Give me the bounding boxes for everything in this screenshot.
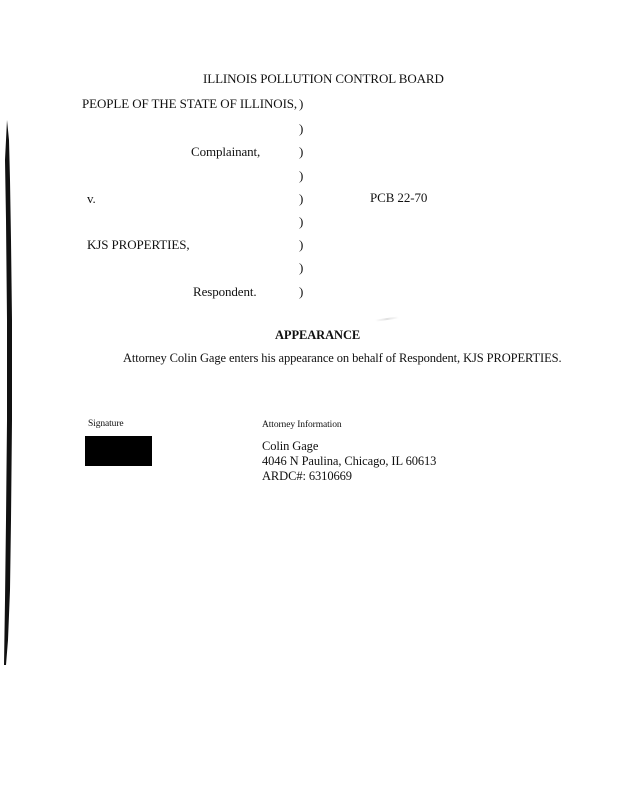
caption-bracket: ) [299,284,304,299]
caption-bracket: ) [299,237,304,252]
board-title: ILLINOIS POLLUTION CONTROL BOARD [203,71,444,86]
caption-bracket: ) [299,168,304,183]
caption-bracket: ) [299,260,304,275]
versus-label: v. [87,191,96,206]
attorney-name: Colin Gage [262,439,319,453]
redacted-signature [85,436,152,466]
attorney-info-label: Attorney Information [262,420,342,430]
scan-smudge [375,316,399,321]
caption-bracket: ) [299,214,304,229]
complainant-label: Complainant, [191,144,261,159]
signature-label: Signature [88,419,124,429]
caption-bracket: ) [299,191,304,206]
respondent-label: Respondent. [193,284,257,299]
caption-bracket: ) [299,121,304,136]
scan-edge-artifact [4,120,13,665]
appearance-body: Attorney Colin Gage enters his appearance on behalf of Respondent, KJS PROPERTIES. [123,351,562,365]
attorney-ardc: ARDC#: 6310669 [262,469,352,483]
defendant-name: KJS PROPERTIES, [87,237,190,252]
attorney-address: 4046 N Paulina, Chicago, IL 60613 [262,454,437,468]
plaintiff-name: PEOPLE OF THE STATE OF ILLINOIS, [82,96,298,111]
caption-bracket: ) [299,144,304,159]
caption-bracket: ) [299,96,304,111]
case-number: PCB 22-70 [370,190,428,205]
appearance-heading: APPEARANCE [275,328,361,342]
